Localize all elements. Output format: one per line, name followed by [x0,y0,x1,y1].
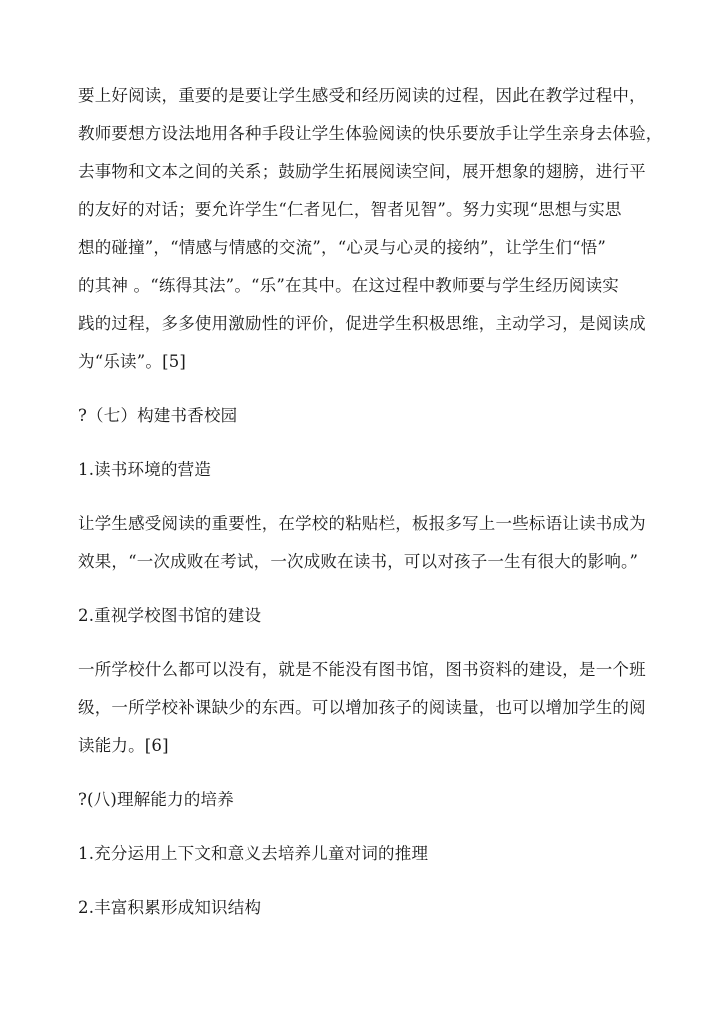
paragraph-line: 为“乐读”。[5] [78,352,187,371]
paragraph-line: 想的碰撞”，“情感与情感的交流”，“心灵与心灵的接纳”，让学生们“悟” [78,238,607,257]
paragraph-line: 教师要想方设法地用各种手段让学生体验阅读的快乐要放手让学生亲身去体验， [78,124,663,143]
paragraph-line: 级，一所学校补课缺少的东西。可以增加孩子的阅读量，也可以增加学生的阅 [78,698,646,717]
section-heading: ?(八)理解能力的培养 [78,790,234,809]
subsection-heading: 2.重视学校图书馆的建设 [78,606,262,625]
subsection-heading: 2.丰富积累形成知识结构 [78,898,262,917]
section-heading: ?（七）构建书香校园 [78,406,238,425]
paragraph-line: 一所学校什么都可以没有，就是不能没有图书馆，图书资料的建设，是一个班 [78,660,646,679]
paragraph-line: 读能力。[6] [78,736,169,755]
paragraph-line: 践的过程，多多使用激励性的评价，促进学生积极思维，主动学习，是阅读成 [78,314,646,333]
subsection-heading: 1.充分运用上下文和意义去培养儿童对词的推理 [78,844,429,863]
paragraph-line: 的其神 。“练得其法”。“乐”在其中。在这过程中教师要与学生经历阅读实 [78,276,619,295]
paragraph-line: 要上好阅读，重要的是要让学生感受和经历阅读的过程，因此在教学过程中， [78,86,646,105]
subsection-heading: 1.读书环境的营造 [78,460,212,479]
paragraph-line: 的友好的对话；要允许学生“仁者见仁，智者见智”。努力实现“思想与实思 [78,200,622,219]
paragraph-line: 效果，“一次成败在考试，一次成败在读书，可以对孩子一生有很大的影响。” [78,552,639,571]
paragraph-line: 让学生感受阅读的重要性，在学校的粘贴栏，板报多写上一些标语让读书成为 [78,514,646,533]
paragraph-line: 去事物和文本之间的关系；鼓励学生拓展阅读空间，展开想象的翅膀，进行平 [78,162,646,181]
